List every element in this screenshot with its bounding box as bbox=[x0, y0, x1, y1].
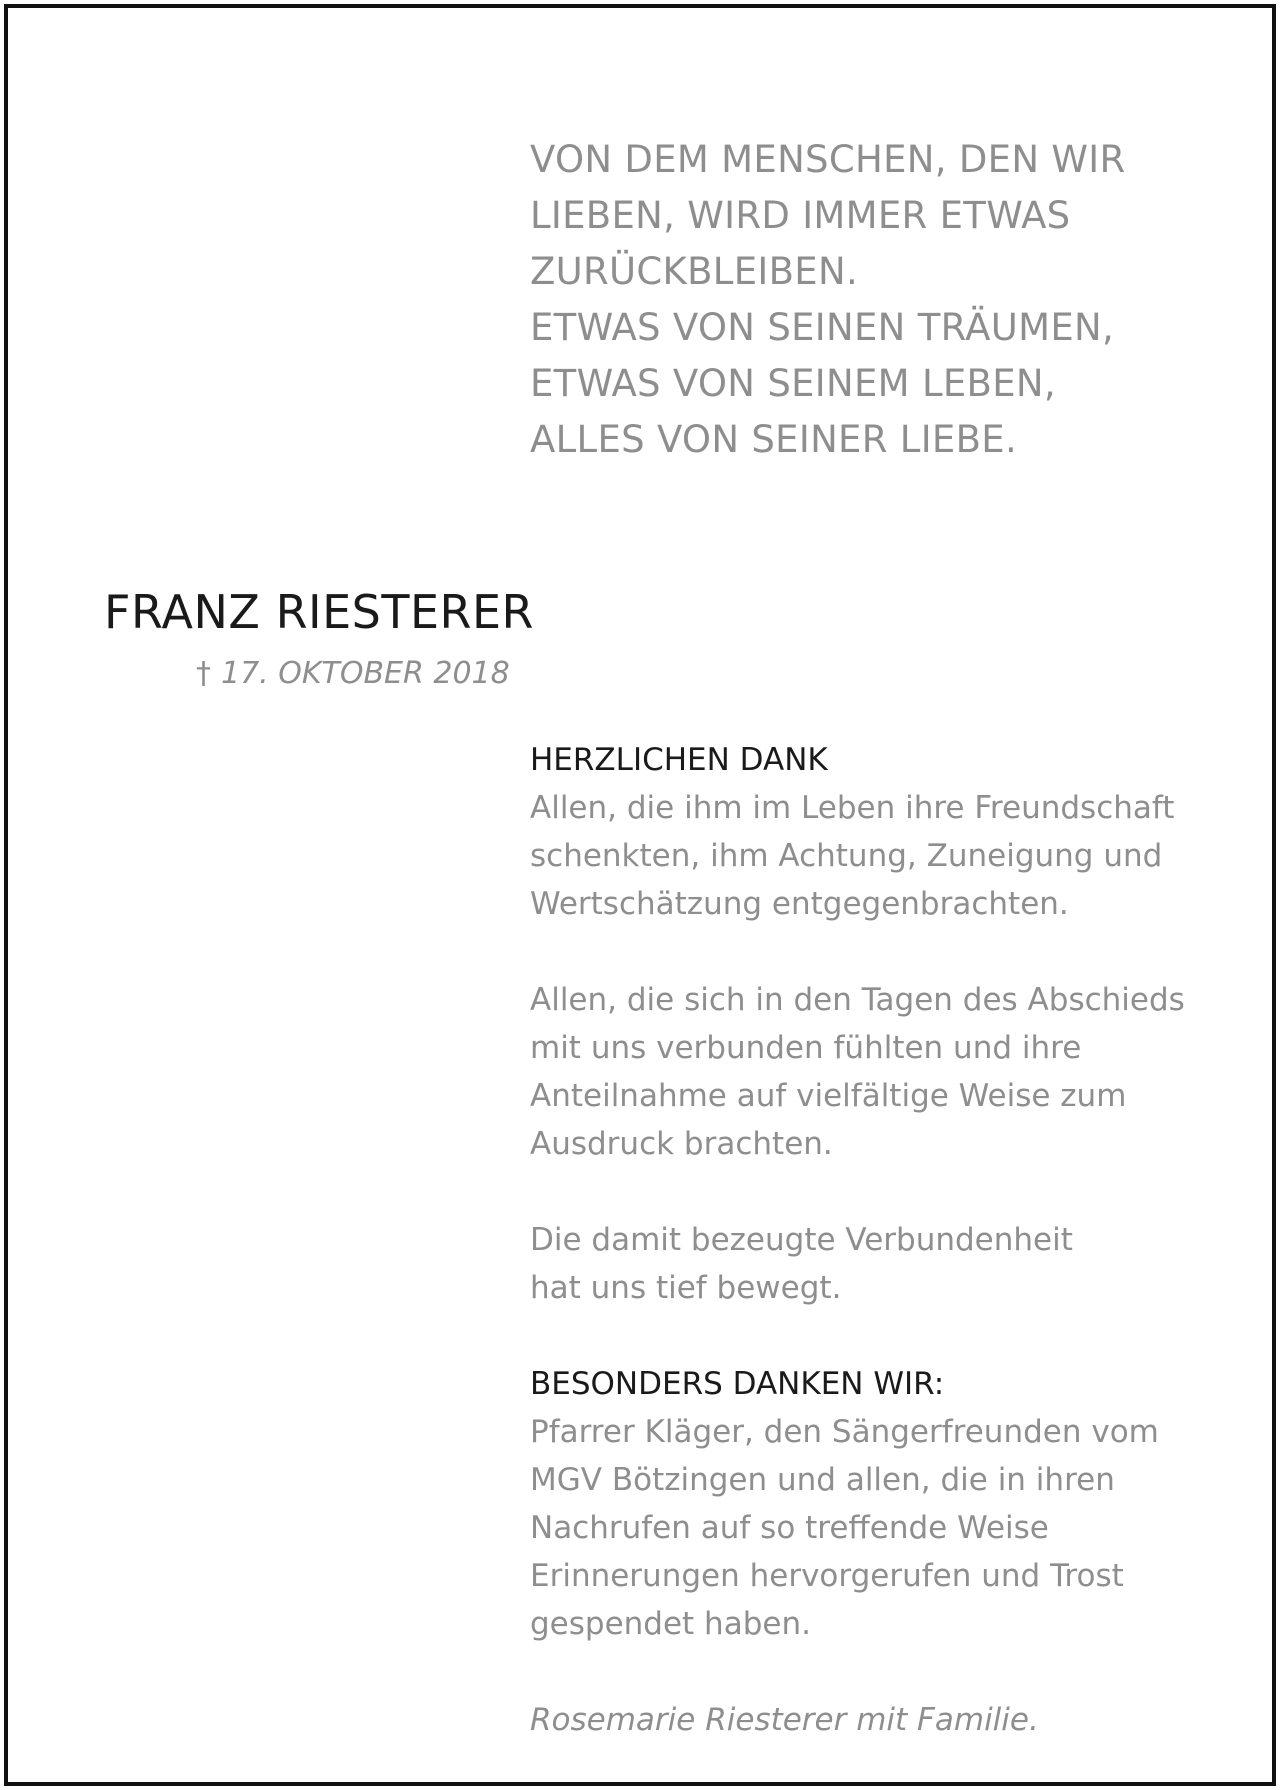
paragraph-line: gespendet haben. bbox=[530, 1606, 811, 1642]
death-date-text: 17. OKTOBER 2018 bbox=[221, 656, 510, 691]
paragraph-line: Pfarrer Kläger, den Sängerfreunden vom bbox=[530, 1414, 1159, 1450]
death-date bbox=[196, 654, 510, 694]
paragraph-line: Erinnerungen hervorgerufen und Trost bbox=[530, 1558, 1124, 1594]
paragraph-line: Allen, die ihm im Leben ihre Freundschaft bbox=[530, 790, 1175, 826]
paragraph-line: Ausdruck brachten. bbox=[530, 1126, 833, 1162]
paragraph-line: schenkten, ihm Achtung, Zuneigung und bbox=[530, 838, 1163, 874]
quote-line: ALLES VON SEINER LIEBE. bbox=[530, 418, 1018, 461]
special-thanks-paragraph bbox=[530, 1408, 1250, 1648]
quote-line: ZURÜCKBLEIBEN. bbox=[530, 250, 859, 293]
paragraph-line: mit uns verbunden fühlten und ihre bbox=[530, 1030, 1082, 1066]
quote-line: VON DEM MENSCHEN, DEN WIR bbox=[530, 138, 1126, 181]
paragraph-line: Die damit bezeugte Verbundenheit bbox=[530, 1222, 1073, 1258]
paragraph-line: Anteilnahme auf vielfältige Weise zum bbox=[530, 1078, 1127, 1114]
thanks-paragraph bbox=[530, 1216, 1250, 1312]
quote-line: ETWAS VON SEINEN TRÄUMEN, bbox=[530, 306, 1115, 349]
paragraph-line: Wertschätzung entgegenbrachten. bbox=[530, 886, 1069, 922]
memorial-quote bbox=[530, 132, 1230, 468]
paragraph-line: hat uns tief bewegt. bbox=[530, 1270, 842, 1306]
special-thanks-heading: BESONDERS DANKEN WIR: bbox=[530, 1366, 945, 1402]
paragraph-line: Allen, die sich in den Tagen des Abschieds bbox=[530, 982, 1185, 1018]
paragraph-line: MGV Bötzingen und allen, die in ihren bbox=[530, 1462, 1115, 1498]
obituary-card bbox=[4, 4, 1276, 1786]
thanks-paragraph bbox=[530, 976, 1250, 1168]
quote-line: ETWAS VON SEINEM LEBEN, bbox=[530, 362, 1056, 405]
thanks-paragraph bbox=[530, 784, 1250, 928]
deceased-name: FRANZ RIESTERER bbox=[104, 585, 535, 639]
paragraph-line: Nachrufen auf so treffende Weise bbox=[530, 1510, 1049, 1546]
cross-icon: † bbox=[196, 656, 211, 691]
quote-line: LIEBEN, WIRD IMMER ETWAS bbox=[530, 194, 1071, 237]
family-signature: Rosemarie Riesterer mit Familie. bbox=[530, 1702, 1039, 1738]
thanks-heading: HERZLICHEN DANK bbox=[530, 742, 828, 778]
thanks-section bbox=[530, 736, 1250, 1744]
